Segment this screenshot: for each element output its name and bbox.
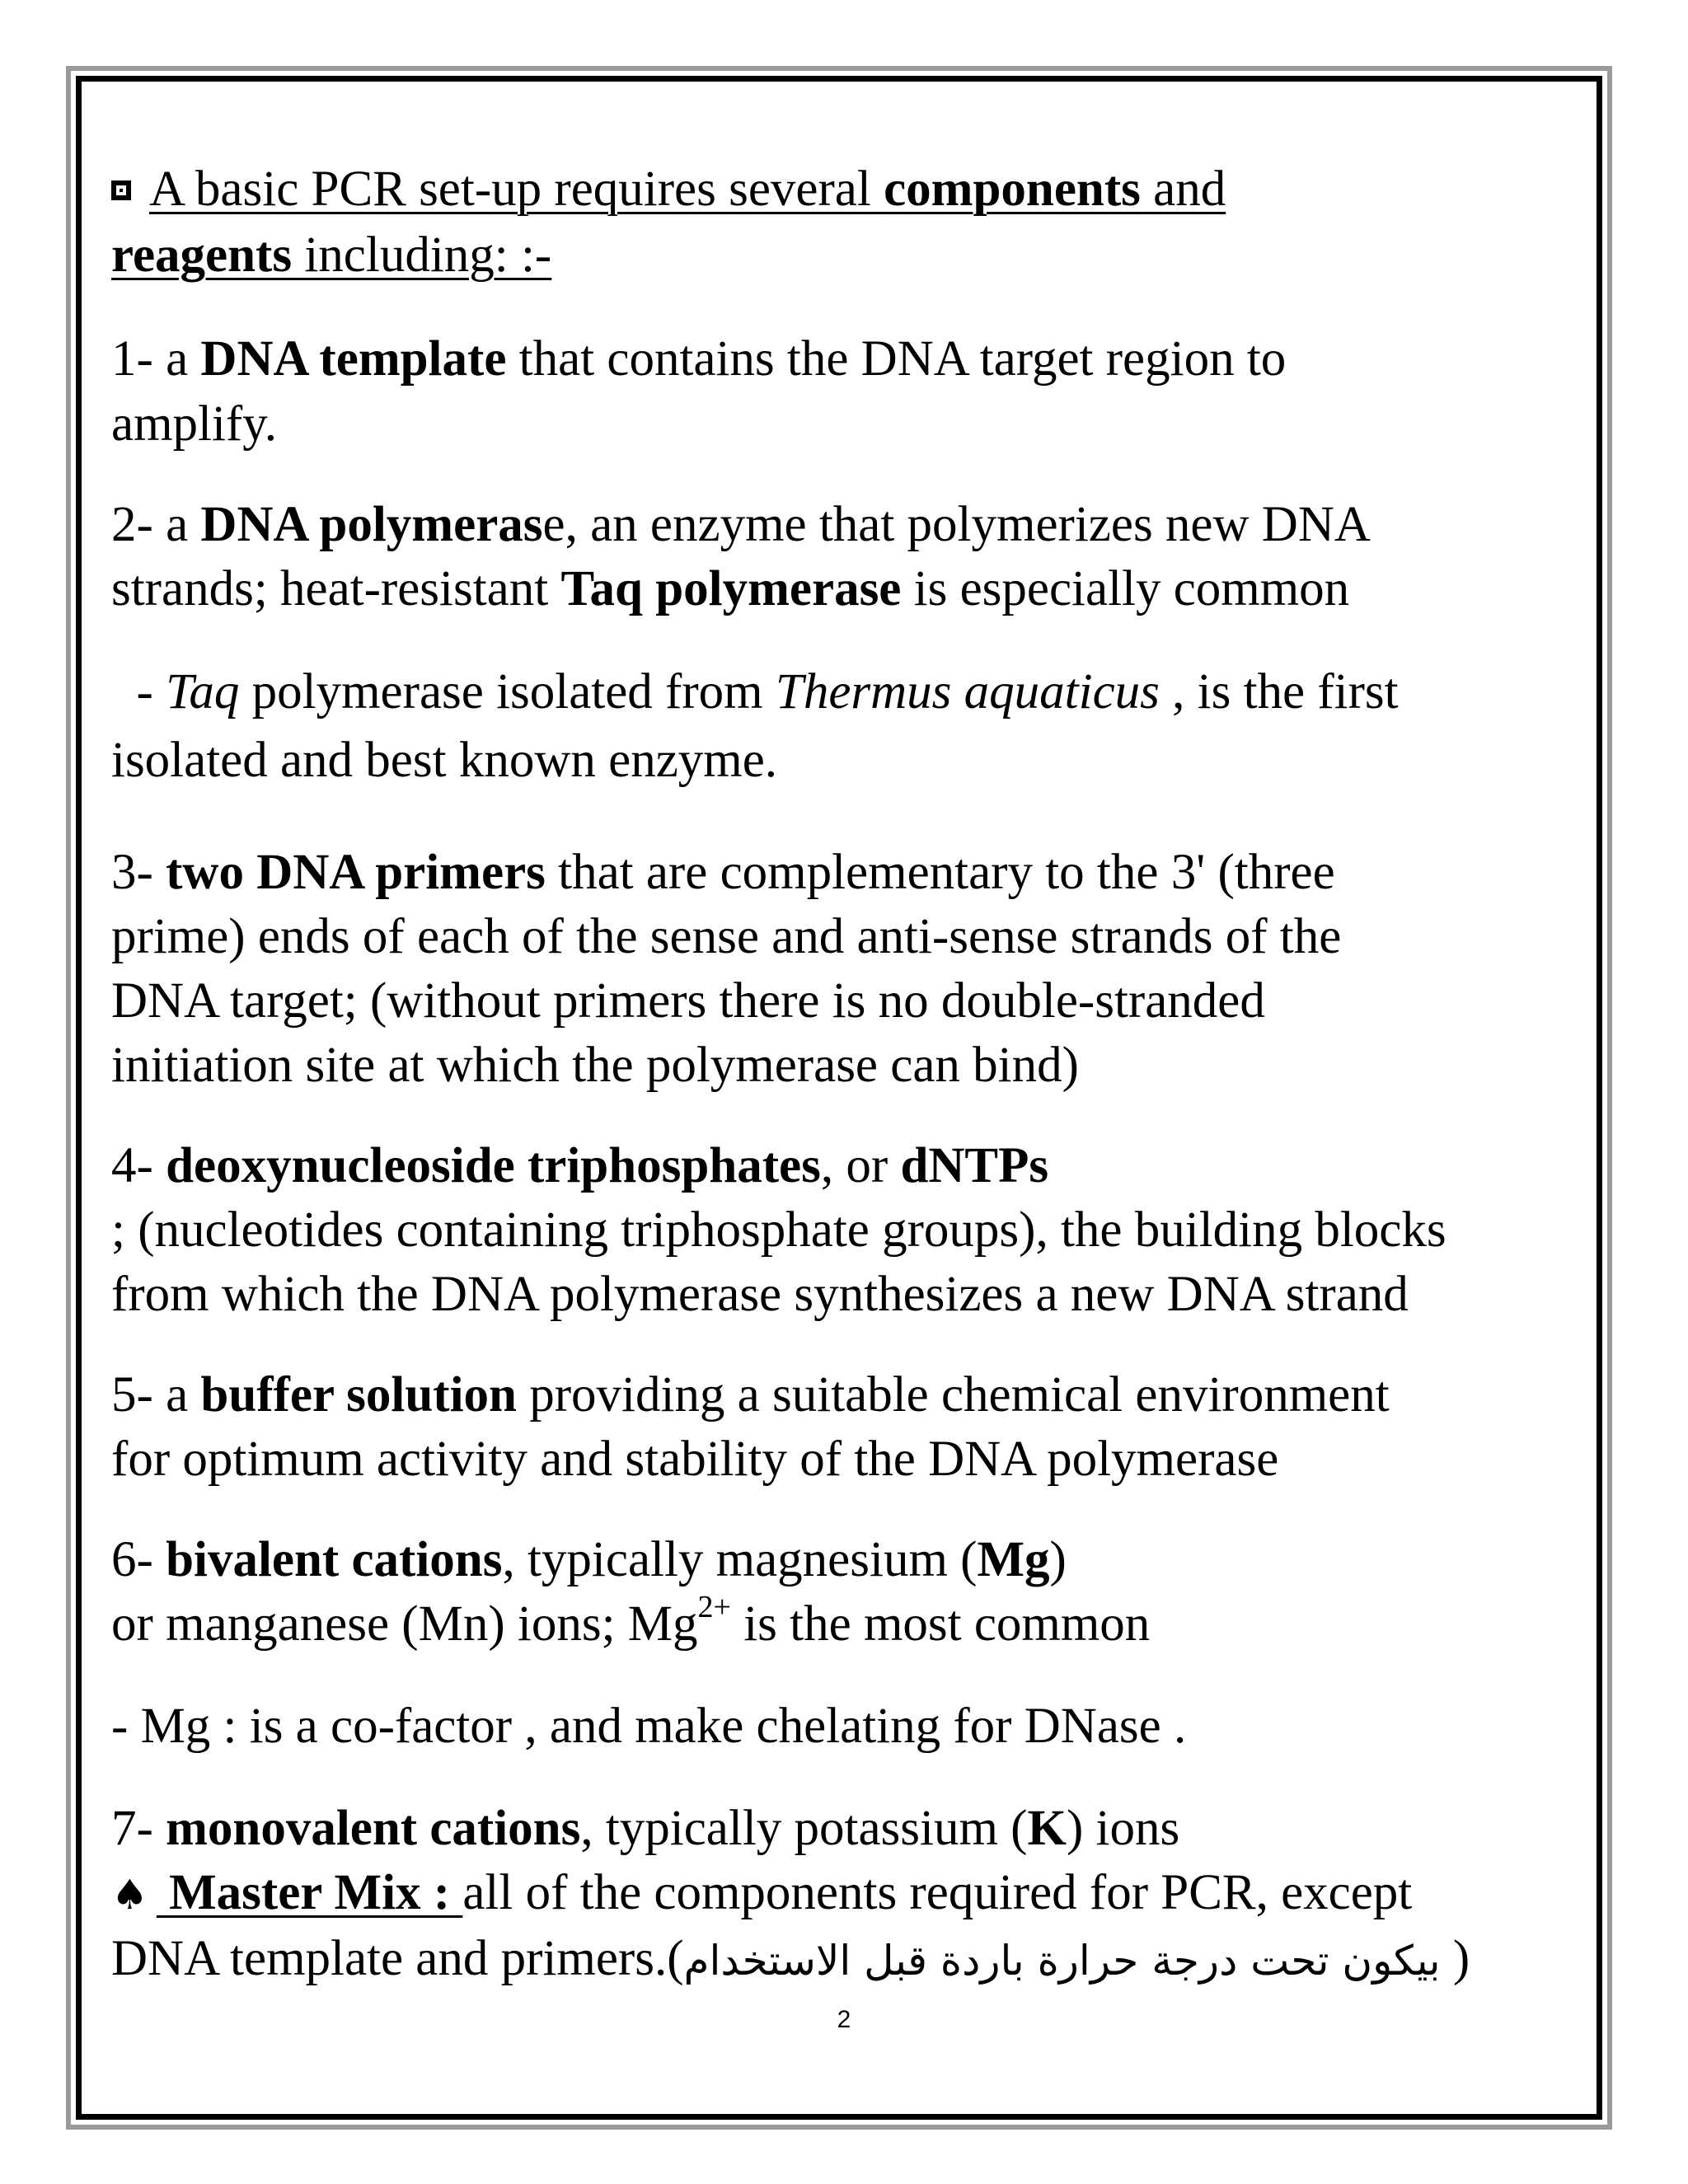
item-3-line-3: DNA target; (without primers there is no double-stranded [111,973,1265,1029]
item-5-line-2: for optimum activity and stability of the DNA polymerase [111,1432,1279,1487]
page-number: 2 [837,2006,851,2033]
item-4-line-1: 4- deoxynucleoside triphosphates, or dNTPs [111,1138,1049,1193]
document-body [111,157,1578,1993]
item-1-line-2: amplify. [111,396,278,452]
item-3-line-2: prime) ends of each of the sense and anti-sense strands of the [111,909,1342,964]
intro-heading: A basic PCR set-up requires several components and [149,162,1226,217]
spade-icon: ♠ [111,1871,148,1919]
intro-heading-cont: reagents including: :- [111,227,552,283]
master-mix-line-2: DNA template and primers.(بيكون تحت درجة حرارة باردة قبل الاستخدام ) [111,1931,1470,1986]
item-5-line-1: 5- a buffer solution providing a suitable chemical environment [111,1367,1390,1422]
item-7-line-1: 7- monovalent cations, typically potassium (K) ions [111,1801,1180,1856]
master-mix-line-1: ♠ Master Mix : all of the components required for PCR, except [111,1865,1413,1920]
item-2-line-1: 2- a DNA polymerase, an enzyme that polymerizes new DNA [111,497,1371,552]
item-6-line-1: 6- bivalent cations, typically magnesium (Mg) [111,1532,1067,1587]
taq-note-line-1: - Taq polymerase isolated from Thermus aquaticus , is the first [111,664,1399,719]
mg-note: - Mg : is a co-factor , and make chelating for DNase . [111,1699,1187,1754]
taq-note-line-2: isolated and best known enzyme. [111,733,778,788]
item-4-line-2: ; (nucleotides containing triphosphate groups), the building blocks [111,1202,1447,1258]
item-3-line-4: initiation site at which the polymerase can bind) [111,1038,1079,1093]
superscript-charge: 2+ [697,1590,731,1624]
square-bullet-icon [111,180,131,200]
master-mix-label: Master Mix : [156,1865,463,1920]
item-6-line-2: or manganese (Mn) ions; $Mg^{2+}$ is the most common [111,1590,1151,1652]
item-2-line-2: strands; heat-resistant Taq polymerase is especially common [111,561,1350,616]
item-3-line-1: 3- two DNA primers that are complementary to the 3' (three [111,845,1335,900]
intro-line-2 [111,223,1578,288]
item-4-line-3: from which the DNA polymerase synthesizes a new DNA strand [111,1267,1409,1322]
item-1-line-1: 1- a DNA template that contains the DNA target region to [111,331,1287,387]
intro-line-1 [111,157,1578,223]
arabic-note: بيكون تحت درجة حرارة باردة قبل الاستخدام [683,1937,1441,1985]
